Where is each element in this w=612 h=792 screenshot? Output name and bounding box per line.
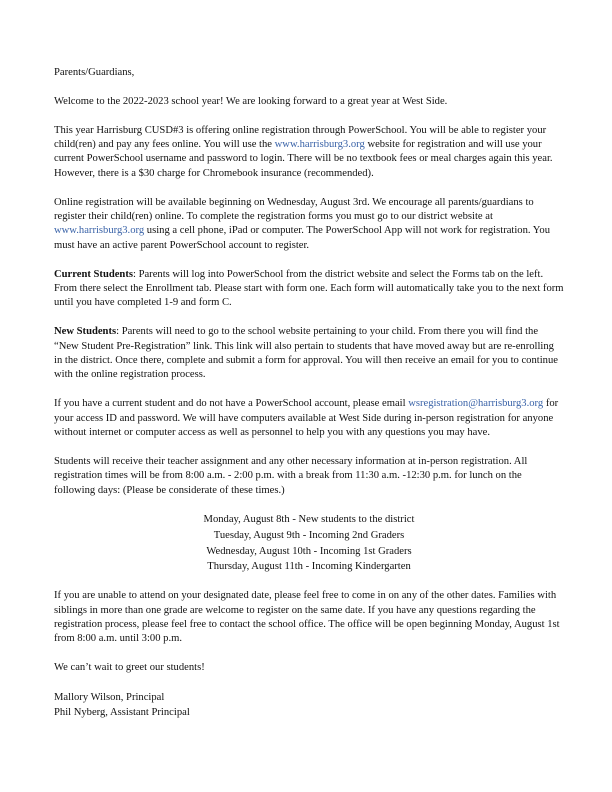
signature-block <box>54 690 564 720</box>
signature-assistant-principal: Phil Nyberg, Assistant Principal <box>54 707 190 719</box>
schedule-item: Wednesday, August 10th - Incoming 1st Graders <box>206 545 412 557</box>
availability-paragraph <box>54 196 564 254</box>
welcome-paragraph: Welcome to the 2022-2023 school year! We are looking forward to a great year at West Side. <box>54 95 448 107</box>
current-students-text: : Parents will log into PowerSchool from the district website and select the Forms tab on the left. From there select the Enrollment tab. Please start with form one. Each form will automatically take you to the next form until you have completed 1-9 and form C. <box>54 268 564 309</box>
in-person-paragraph: Students will receive their teacher assignment and any other necessary information at in-person registration. All registration times will be from 8:00 a.m. - 2:00 p.m. with a break from 11:30 a.m. -12:30 p.m. for lunch on the following days: (Please be considerate of these times.) <box>54 455 528 496</box>
availability-text-2: using a cell phone, iPad or computer. The PowerSchool App will not work for registration. You must have an active parent PowerSchool account to register. <box>54 225 550 251</box>
current-students-paragraph <box>54 268 564 311</box>
account-paragraph <box>54 397 564 440</box>
intro-text-2: website for registration and will use your current PowerSchool username and password to login. There will be no textbook fees or meal charges again this year. However, there is a $30 charge for Chromebook insurance (recommended). <box>54 139 553 179</box>
registration-schedule <box>54 512 564 574</box>
account-text-2: for your access ID and password. We will have computers available at West Side during in-person registration for anyone without internet or computer access as well as personnel to help you with any questions you may have. <box>54 398 559 439</box>
new-students-paragraph <box>54 325 564 383</box>
schedule-item: Tuesday, August 9th - Incoming 2nd Graders <box>213 530 405 542</box>
salutation: Parents/Guardians, <box>54 67 135 78</box>
signature-principal: Mallory Wilson, Principal <box>54 692 165 704</box>
intro-text-1: This year Harrisburg CUSD#3 is offering online registration through PowerSchool. You will be able to register your child(ren) and pay any fees online. You will use the <box>54 124 547 150</box>
intro-paragraph <box>54 124 564 182</box>
availability-text-1: Online registration will be available beginning on Wednesday, August 3rd. We encourage all parents/guardians to register their child(ren) online. To complete the registration forms you must go to our district website at <box>54 196 534 223</box>
schedule-item: Thursday, August 11th - Incoming Kindergarten <box>207 561 411 573</box>
registration-email-link[interactable]: wsregistration@harrisburg3.org <box>408 398 544 410</box>
schedule-item: Monday, August 8th - New students to the district <box>203 514 415 526</box>
district-website-link-2[interactable]: www.harrisburg3.org <box>54 225 145 237</box>
new-students-text: : Parents will need to go to the school website pertaining to your child. From there you will find the “New Student Pre-Registration” link. This link will also pertain to students that have moved away but are re-enrolling in the district. Once there, complete and submit a form for approval. You will then receive an email for you to continue with the online registration process. <box>54 326 558 381</box>
account-text-1: If you have a current student and do not have a PowerSchool account, please email <box>54 398 409 410</box>
closing-line: We can’t wait to greet our students! <box>54 662 205 674</box>
other-dates-paragraph: If you are unable to attend on your designated date, please feel free to come in on any of the other dates. Families with siblings in more than one grade are welcome to register on the same date. If you have any questions regarding the registration process, please feel free to contact the school office. The office will be open beginning Monday, August 1st from 8:00 a.m. until 3:00 p.m. <box>54 590 560 645</box>
district-website-link[interactable]: www.harrisburg3.org <box>274 139 365 150</box>
current-students-heading: Current Students <box>54 268 133 280</box>
new-students-heading: New Students <box>54 326 117 338</box>
